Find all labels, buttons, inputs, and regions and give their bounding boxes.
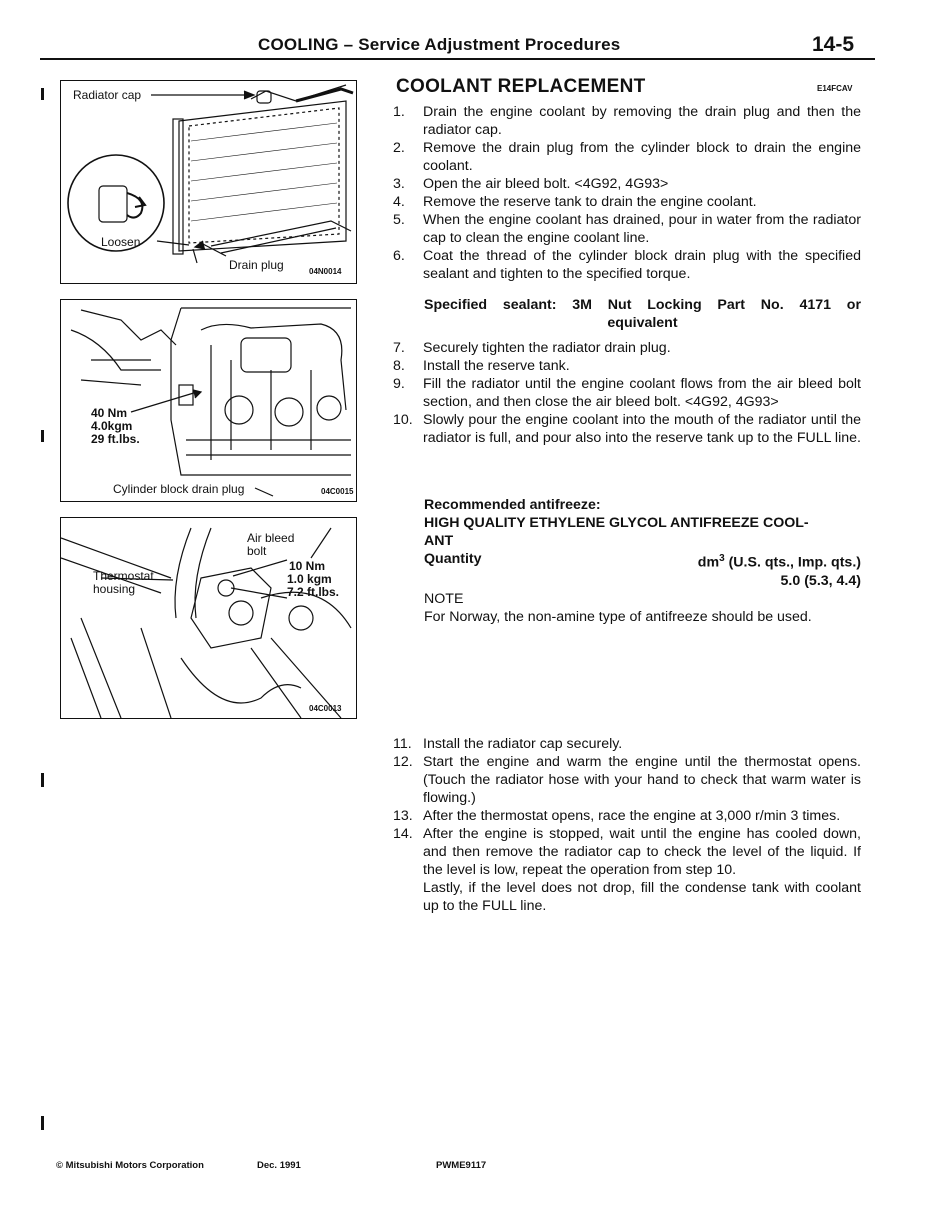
step-text: After the thermostat opens, race the engine at 3,000 r/min 3 times.: [423, 808, 841, 824]
step-item: [393, 193, 861, 211]
step-item: [393, 175, 861, 193]
page-number: 14-5: [812, 33, 855, 56]
step-number: 3.: [393, 176, 405, 192]
step-item: [393, 139, 861, 175]
label-air-bleed: Air bleed: [247, 531, 295, 545]
step-text: After the engine is stopped, wait until the engine has cooled down, and then remove the radiator cap to check the level of the liquid. If the level is low, repeat the operation from step 10.: [423, 826, 861, 878]
step-number: 6.: [393, 248, 405, 264]
antifreeze-name-2: ANT: [424, 533, 454, 549]
label-housing: housing: [93, 582, 136, 596]
step-number: 10.: [393, 412, 413, 428]
label-drain-plug: Drain plug: [229, 258, 284, 272]
margin-mark: [41, 430, 44, 442]
step-item: [393, 375, 861, 411]
quantity-value: 5.0 (5.3, 4.4): [780, 572, 861, 589]
antifreeze-spec: [424, 496, 861, 590]
torque-ftlbs: 29 ft.lbs.: [91, 432, 140, 446]
step-text: Remove the drain plug from the cylinder block to drain the engine coolant.: [423, 140, 861, 174]
margin-mark: [41, 1116, 44, 1130]
step-item: [393, 807, 861, 825]
label-cylinder-block-drain-plug: Cylinder block drain plug: [113, 482, 245, 496]
margin-mark: [41, 773, 44, 787]
steps-list-a: [393, 103, 861, 283]
step-text: Slowly pour the engine coolant into the mouth of the radiator until the radiator is full, and pour also into the reserve tank up to the FULL line.: [423, 412, 861, 446]
steps-list-c: [393, 735, 861, 915]
note: [424, 590, 861, 626]
note-text: For Norway, the non-amine type of antifreeze should be used.: [424, 609, 812, 625]
step-text: Fill the radiator until the engine coolant flows from the air bleed bolt section, and then close the air bleed bolt. <4G92, 4G93>: [423, 376, 861, 410]
quantity-row: [424, 550, 861, 572]
label-air-bleed-bolt: bolt: [247, 544, 267, 558]
steps-list-b: [393, 339, 861, 447]
header-rule: [40, 58, 875, 60]
step-text: Open the air bleed bolt. <4G92, 4G93>: [423, 176, 669, 192]
engine-block-drawing: [61, 300, 356, 501]
step-number: 12.: [393, 754, 413, 770]
step-number: 7.: [393, 340, 405, 356]
torque-ftlbs: 7.2 ft.lbs.: [287, 585, 340, 599]
figure-radiator: [60, 80, 357, 284]
step-item: [393, 735, 861, 753]
step-item: [393, 339, 861, 357]
torque-nm: 10 Nm: [289, 559, 326, 573]
margin-mark: [41, 88, 44, 100]
section-title: COOLANT REPLACEMENT: [396, 76, 646, 97]
step-item: [393, 211, 861, 247]
section-code: E14FCAV: [817, 84, 853, 93]
label-loosen: Loosen: [101, 235, 141, 249]
step-text: Install the radiator cap securely.: [423, 736, 623, 752]
step-number: 11.: [393, 736, 412, 752]
sealant-line-1: Specified sealant: 3M Nut Locking Part No. 4171 or: [424, 297, 861, 313]
step-number: 8.: [393, 358, 405, 374]
footer-date: Dec. 1991: [257, 1160, 301, 1171]
torque-nm: 40 Nm: [91, 406, 128, 420]
step-number: [393, 879, 423, 915]
torque-kgm: 4.0kgm: [91, 419, 133, 433]
footer-doc-code: PWME9117: [436, 1160, 487, 1171]
footer-copyright: © Mitsubishi Motors Corporation: [56, 1160, 204, 1171]
radiator-drawing: [61, 81, 356, 283]
step-number: 4.: [393, 194, 405, 210]
step-number: 2.: [393, 140, 405, 156]
step-item: [393, 247, 861, 283]
step-text: Drain the engine coolant by removing the drain plug and then the radiator cap.: [423, 104, 861, 138]
specified-sealant: [424, 296, 861, 332]
label-radiator-cap: Radiator cap: [73, 88, 142, 102]
torque-kgm: 1.0 kgm: [287, 572, 332, 586]
figure-code: 04C0015: [321, 487, 354, 496]
page-header-title: COOLING – Service Adjustment Procedures: [258, 35, 621, 54]
figure-cylinder-block: [60, 299, 357, 502]
step-text: Start the engine and warm the engine until the thermostat opens. (Touch the radiator hose with your hand to check that warm water is flowing.): [423, 754, 861, 806]
step-text: When the engine coolant has drained, pour in water from the radiator cap to clean the engine coolant line.: [423, 212, 861, 246]
step-item: [393, 825, 861, 879]
step-text: Lastly, if the level does not drop, fill the condense tank with coolant up to the FULL line.: [423, 880, 861, 914]
figure-code: 04N0014: [309, 267, 342, 276]
quantity-unit: $dm^3$ (U.S. qts., Imp. qts.): [697, 553, 861, 571]
antifreeze-heading: Recommended antifreeze:: [424, 497, 601, 513]
thermostat-drawing: [61, 518, 356, 718]
quantity-label: Quantity: [424, 551, 482, 567]
step-number: 5.: [393, 212, 405, 228]
step-text: Securely tighten the radiator drain plug.: [423, 340, 671, 356]
sealant-line-2: equivalent: [607, 315, 678, 331]
antifreeze-name-1: HIGH QUALITY ETHYLENE GLYCOL ANTIFREEZE COOL-: [424, 515, 809, 531]
step-item: [393, 411, 861, 447]
figure-code: 04C0013: [309, 704, 342, 713]
step-item: [393, 753, 861, 807]
step-item: [393, 879, 861, 915]
step-number: 14.: [393, 826, 413, 842]
step-number: 1.: [393, 104, 405, 120]
step-text: Coat the thread of the cylinder block drain plug with the specified sealant and tighten to the specified torque.: [423, 248, 861, 282]
label-thermostat: Thermostat: [93, 569, 154, 583]
step-text: Install the reserve tank.: [423, 358, 570, 374]
step-item: [393, 357, 861, 375]
note-label: NOTE: [424, 591, 464, 607]
step-number: 13.: [393, 808, 413, 824]
step-item: [393, 103, 861, 139]
figure-thermostat-housing: [60, 517, 357, 719]
step-number: 9.: [393, 376, 405, 392]
step-text: Remove the reserve tank to drain the engine coolant.: [423, 194, 757, 210]
